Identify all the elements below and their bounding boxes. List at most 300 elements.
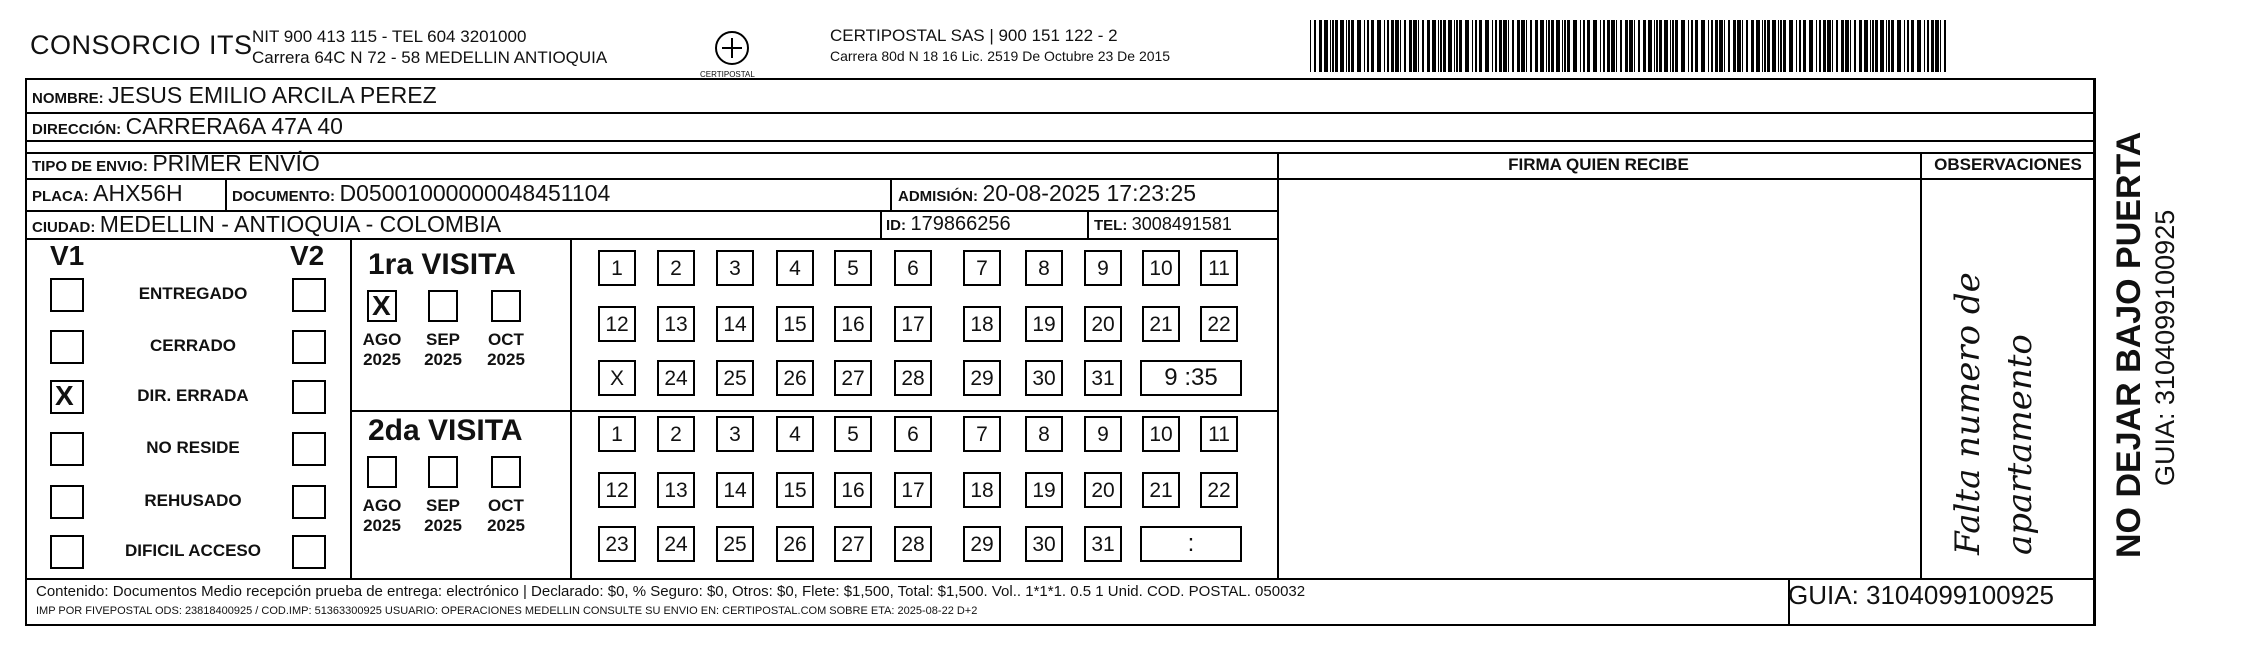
barcode-bar bbox=[1512, 20, 1514, 72]
footer-imp-line: IMP POR FIVEPOSTAL ODS: 23818400925 / COD.IMP: 51363300925 USUARIO: OPERACIONES MEDELLIN CONSULTE SU ENVIO EN: CERTIPOSTAL.COM SOBRE ETA: 2025-08-22 D+2 bbox=[36, 605, 978, 617]
barcode-bar bbox=[1603, 20, 1605, 72]
barcode-bar bbox=[1746, 20, 1748, 72]
month-year: 2025 bbox=[363, 350, 401, 369]
address-line: Carrera 64C N 72 - 58 MEDELLIN ANTIOQUIA bbox=[252, 48, 608, 67]
placa-value: AHX56H bbox=[93, 180, 183, 206]
option-label: REHUSADO bbox=[144, 491, 242, 510]
ciudad-field bbox=[32, 211, 501, 238]
barcode-bar bbox=[1521, 20, 1525, 72]
barcode-bar bbox=[1911, 20, 1914, 72]
visit1-day-box[interactable]: 2 bbox=[657, 250, 695, 286]
barcode-bar bbox=[1340, 20, 1344, 72]
barcode-bar bbox=[1319, 20, 1322, 72]
barcode-bar bbox=[1803, 20, 1806, 72]
barcode-bar bbox=[1422, 20, 1424, 72]
barcode-bar bbox=[1670, 20, 1671, 72]
barcode-bar bbox=[1789, 20, 1793, 72]
option-label: DIR. ERRADA bbox=[137, 386, 249, 405]
visit1-day-box[interactable]: 27 bbox=[834, 360, 872, 396]
barcode-bar bbox=[1691, 20, 1693, 72]
barcode-bar bbox=[1479, 20, 1482, 72]
barcode-bar bbox=[1940, 20, 1941, 72]
visit2-title: 2da VISITA bbox=[368, 414, 523, 447]
option-label: NO RESIDE bbox=[146, 438, 240, 457]
nit-line: NIT 900 413 115 - TEL 604 3201000 bbox=[252, 27, 527, 46]
ciudad-label: CIUDAD: bbox=[32, 219, 96, 236]
visit1-day-box[interactable]: X bbox=[598, 360, 636, 396]
month-mark: X bbox=[372, 290, 391, 321]
barcode-bar bbox=[1675, 20, 1678, 72]
visit1-month-label bbox=[481, 330, 531, 370]
month-name: AGO bbox=[362, 330, 402, 349]
barcode-bar bbox=[1783, 20, 1786, 72]
visit1-day-box[interactable]: 1 bbox=[598, 250, 636, 286]
visit1-day-box[interactable]: 3 bbox=[716, 250, 754, 286]
barcode-bar bbox=[1324, 20, 1328, 72]
barcode-bar bbox=[1728, 20, 1730, 72]
barcode-bar bbox=[1688, 20, 1689, 72]
visit2-day-box[interactable]: 10 bbox=[1142, 416, 1180, 452]
firma-header: FIRMA QUIEN RECIBE bbox=[1508, 155, 1689, 174]
visit1-day-box[interactable]: 14 bbox=[716, 306, 754, 342]
visit1-title: 1ra VISITA bbox=[368, 248, 516, 281]
barcode-bar bbox=[1751, 20, 1754, 72]
barcode-bar bbox=[1346, 20, 1347, 72]
visit1-day-box[interactable]: 25 bbox=[716, 360, 754, 396]
visit1-day-box[interactable]: 19 bbox=[1025, 306, 1063, 342]
visit2-day-box[interactable]: 21 bbox=[1142, 472, 1180, 508]
barcode-bar bbox=[1593, 20, 1597, 72]
visit2-month-label bbox=[481, 496, 531, 536]
barcode-bar bbox=[1634, 20, 1635, 72]
barcode-bar bbox=[1413, 20, 1417, 72]
placa-label: PLACA: bbox=[32, 188, 89, 205]
barcode-bar bbox=[1556, 20, 1560, 72]
v1-checkbox[interactable] bbox=[50, 535, 84, 569]
v1-mark: X bbox=[55, 380, 74, 411]
month-name: OCT bbox=[488, 330, 524, 349]
direccion-value: CARRERA6A 47A 40 bbox=[125, 113, 343, 139]
v1-checkbox[interactable] bbox=[50, 432, 84, 466]
barcode-bar bbox=[1756, 20, 1760, 72]
barcode-bar bbox=[1778, 20, 1779, 72]
observaciones-header: OBSERVACIONES bbox=[1934, 155, 2082, 174]
nombre-row bbox=[32, 82, 437, 109]
barcode-bar bbox=[1567, 20, 1570, 72]
visit2-day-box[interactable]: 5 bbox=[834, 416, 872, 452]
certipostal-logo bbox=[712, 28, 752, 68]
barcode-bar bbox=[1841, 20, 1844, 72]
barcode-bar bbox=[1364, 20, 1365, 72]
v2-checkbox[interactable] bbox=[292, 535, 326, 569]
barcode-bar bbox=[1548, 20, 1550, 72]
barcode-bar bbox=[1935, 20, 1939, 72]
barcode-bar bbox=[1535, 20, 1538, 72]
id-value: 179866256 bbox=[910, 213, 1011, 235]
barcode-bar bbox=[1377, 20, 1381, 72]
barcode-bar bbox=[1540, 20, 1544, 72]
visit2-day-box[interactable]: 28 bbox=[894, 526, 932, 562]
visit1-time-box[interactable]: 9 :35 bbox=[1140, 360, 1242, 396]
barcode-bar bbox=[1875, 20, 1878, 72]
logo-text: CERTIPOSTAL bbox=[700, 70, 755, 79]
visit2-day-box[interactable]: 3 bbox=[716, 416, 754, 452]
admision-field bbox=[898, 180, 1196, 207]
visit2-day-box[interactable]: 14 bbox=[716, 472, 754, 508]
barcode-bar bbox=[1864, 20, 1868, 72]
visit1-day-box[interactable]: 11 bbox=[1200, 250, 1238, 286]
barcode-bar bbox=[1432, 20, 1436, 72]
documento-label: DOCUMENTO: bbox=[232, 188, 336, 205]
barcode-bar bbox=[1711, 20, 1713, 72]
v1-checkbox[interactable] bbox=[50, 330, 84, 364]
month-year: 2025 bbox=[424, 516, 462, 535]
barcode-bar bbox=[1854, 20, 1856, 72]
barcode-bar bbox=[1832, 20, 1833, 72]
tipo-label: TIPO DE ENVIO: bbox=[32, 158, 148, 175]
barcode-bar bbox=[1573, 20, 1577, 72]
v2-checkbox[interactable] bbox=[292, 485, 326, 519]
visit2-month-checkbox[interactable] bbox=[428, 456, 458, 488]
visit2-day-box[interactable]: 12 bbox=[598, 472, 636, 508]
month-year: 2025 bbox=[487, 350, 525, 369]
visit1-day-box[interactable]: 21 bbox=[1142, 306, 1180, 342]
month-year: 2025 bbox=[424, 350, 462, 369]
v1-checkbox[interactable] bbox=[50, 485, 84, 519]
footer-content-line: Contenido: Documentos Medio recepción prueba de entrega: electrónico | Declarado: $0, % Seguro: $0, Otros: $0, Flete: $1,500, Total: $1,500. Vol.. 1*1*1. 0.5 1 Unid. COD. POSTAL. 050032 bbox=[36, 583, 1306, 600]
barcode-bar bbox=[1659, 20, 1662, 72]
barcode-bar bbox=[1580, 20, 1581, 72]
barcode-bar bbox=[1664, 20, 1668, 72]
barcode-bar bbox=[1351, 20, 1354, 72]
visit1-day-box[interactable]: 8 bbox=[1025, 250, 1063, 286]
barcode-bar bbox=[1371, 20, 1374, 72]
visit1-day-box[interactable]: 31 bbox=[1084, 360, 1122, 396]
barcode-bar bbox=[1492, 20, 1493, 72]
barcode-bar bbox=[1799, 20, 1801, 72]
barcode-bar bbox=[1440, 20, 1442, 72]
visit1-day-box[interactable]: 6 bbox=[894, 250, 932, 286]
barcode-bar bbox=[1427, 20, 1430, 72]
id-label: ID: bbox=[886, 217, 906, 234]
visit2-day-box[interactable]: 31 bbox=[1084, 526, 1122, 562]
barcode-bar bbox=[1607, 20, 1610, 72]
visit1-day-box[interactable]: 18 bbox=[963, 306, 1001, 342]
option-label: CERRADO bbox=[150, 336, 236, 355]
month-name: AGO bbox=[362, 496, 402, 515]
visit1-day-box[interactable]: 30 bbox=[1025, 360, 1063, 396]
visit2-day-box[interactable]: 2 bbox=[657, 416, 695, 452]
barcode-bar bbox=[1335, 20, 1338, 72]
visit1-day-box[interactable]: 15 bbox=[776, 306, 814, 342]
visit2-day-box[interactable]: 24 bbox=[657, 526, 695, 562]
visit2-day-box[interactable]: 30 bbox=[1025, 526, 1063, 562]
observacion-line-1: Falta numero de bbox=[1948, 272, 1988, 555]
tel-value: 3008491581 bbox=[1131, 214, 1232, 234]
visit1-day-box[interactable]: 12 bbox=[598, 306, 636, 342]
barcode-bar bbox=[1780, 20, 1782, 72]
barcode-bar bbox=[1701, 20, 1705, 72]
visit2-day-box[interactable]: 11 bbox=[1200, 416, 1238, 452]
barcode-bar bbox=[1418, 20, 1419, 72]
barcode-bar bbox=[1391, 20, 1394, 72]
barcode-bar bbox=[1465, 20, 1469, 72]
barcode-bar bbox=[1616, 20, 1617, 72]
visit1-day-box[interactable]: 24 bbox=[657, 360, 695, 396]
barcode-bar bbox=[1409, 20, 1412, 72]
barcode-bar bbox=[1809, 20, 1813, 72]
barcode-bar bbox=[1620, 20, 1622, 72]
barcode-bar bbox=[1508, 20, 1509, 72]
barcode-bar bbox=[1475, 20, 1477, 72]
barcode-bar bbox=[1629, 20, 1633, 72]
option-label: DIFICIL ACCESO bbox=[124, 541, 261, 560]
visit2-day-box[interactable]: 22 bbox=[1200, 472, 1238, 508]
month-name: OCT bbox=[488, 496, 524, 515]
tel-field bbox=[1094, 214, 1232, 235]
barcode-bar bbox=[1456, 20, 1458, 72]
tipo-row bbox=[32, 150, 320, 177]
visit1-day-box[interactable]: 10 bbox=[1142, 250, 1180, 286]
observacion-line-2: apartamento bbox=[2000, 334, 2040, 555]
barcode-bar bbox=[1454, 20, 1455, 72]
visit2-month-label bbox=[357, 496, 407, 536]
visit2-month-label bbox=[418, 496, 468, 536]
visit1-month-checkbox[interactable] bbox=[491, 290, 521, 322]
no-dejar-warning: NO DEJAR BAJO PUERTA bbox=[2110, 131, 2148, 558]
visit1-month-label bbox=[418, 330, 468, 370]
barcode-bar bbox=[1583, 20, 1585, 72]
barcode-bar bbox=[1917, 20, 1921, 72]
barcode-bar bbox=[1395, 20, 1399, 72]
tel-label: TEL: bbox=[1094, 217, 1128, 234]
barcode-bar bbox=[1708, 20, 1709, 72]
admision-value: 20-08-2025 17:23:25 bbox=[982, 180, 1197, 206]
direccion-row bbox=[32, 113, 343, 140]
barcode-bar bbox=[1600, 20, 1601, 72]
v1-checkbox[interactable] bbox=[50, 380, 84, 414]
barcode-bar bbox=[1870, 20, 1871, 72]
v2-checkbox[interactable] bbox=[292, 432, 326, 466]
barcode-bar bbox=[1695, 20, 1698, 72]
visit1-month-checkbox[interactable] bbox=[367, 290, 397, 322]
visit2-day-box[interactable]: 17 bbox=[894, 472, 932, 508]
visit1-day-box[interactable]: 13 bbox=[657, 306, 695, 342]
visit1-day-box[interactable]: 16 bbox=[834, 306, 872, 342]
barcode-bar bbox=[1495, 20, 1497, 72]
visit1-day-box[interactable]: 26 bbox=[776, 360, 814, 396]
barcode-bar bbox=[1648, 20, 1652, 72]
visit2-day-box[interactable]: 15 bbox=[776, 472, 814, 508]
barcode-bar bbox=[1310, 20, 1311, 72]
barcode-bar bbox=[1443, 20, 1446, 72]
barcode-bar bbox=[1438, 20, 1439, 72]
barcode-bar bbox=[1764, 20, 1766, 72]
barcode-bar bbox=[1625, 20, 1628, 72]
visit2-day-box[interactable]: 26 bbox=[776, 526, 814, 562]
barcode-bar bbox=[1448, 20, 1452, 72]
visit1-day-box[interactable]: 20 bbox=[1084, 306, 1122, 342]
visit1-month-label bbox=[357, 330, 407, 370]
v2-header: V2 bbox=[290, 240, 325, 271]
barcode-bar bbox=[1907, 20, 1909, 72]
barcode-bar bbox=[1827, 20, 1831, 72]
barcode-bar bbox=[1888, 20, 1890, 72]
barcode-bar bbox=[1638, 20, 1640, 72]
id-field bbox=[886, 213, 1011, 236]
visit1-day-box[interactable]: 28 bbox=[894, 360, 932, 396]
barcode-bar bbox=[1859, 20, 1862, 72]
visit2-day-box[interactable]: 13 bbox=[657, 472, 695, 508]
visit1-day-box[interactable]: 9 bbox=[1084, 250, 1122, 286]
barcode-bar bbox=[1719, 20, 1723, 72]
barcode-bar bbox=[1886, 20, 1887, 72]
visit2-month-checkbox[interactable] bbox=[491, 456, 521, 488]
post-info bbox=[830, 26, 1170, 66]
footer-guia: GUIA: 3104099100925 bbox=[1788, 580, 2054, 610]
barcode-bar bbox=[1816, 20, 1817, 72]
post-company: CERTIPOSTAL SAS | 900 151 122 - 2 bbox=[830, 26, 1118, 45]
visit2-day-box[interactable]: 19 bbox=[1025, 472, 1063, 508]
barcode-bar bbox=[1880, 20, 1884, 72]
barcode-bar bbox=[1499, 20, 1502, 72]
nombre-value: JESUS EMILIO ARCILA PEREZ bbox=[108, 82, 437, 108]
direccion-label: DIRECCIÓN: bbox=[32, 121, 122, 138]
barcode-bar bbox=[1348, 20, 1350, 72]
visit2-month-checkbox[interactable] bbox=[367, 456, 397, 488]
visit2-time-box[interactable]: : bbox=[1140, 526, 1242, 562]
barcode-bar bbox=[1850, 20, 1851, 72]
visit1-day-box[interactable]: 22 bbox=[1200, 306, 1238, 342]
visit1-day-box[interactable]: 7 bbox=[963, 250, 1001, 286]
barcode-bar bbox=[1845, 20, 1849, 72]
month-name: SEP bbox=[425, 496, 461, 515]
barcode-bar bbox=[1643, 20, 1646, 72]
barcode-bar bbox=[1400, 20, 1401, 72]
barcode-bar bbox=[1724, 20, 1725, 72]
barcode-bar bbox=[1314, 20, 1316, 72]
v1-header: V1 bbox=[50, 240, 85, 271]
barcode-bar bbox=[1715, 20, 1718, 72]
barcode-bar bbox=[1931, 20, 1934, 72]
barcode-bar bbox=[1587, 20, 1590, 72]
visit2-day-box[interactable]: 6 bbox=[894, 416, 932, 452]
barcode-bar bbox=[1562, 20, 1563, 72]
barcode-bar bbox=[1872, 20, 1874, 72]
placa-field bbox=[32, 180, 183, 207]
barcode bbox=[1310, 20, 1950, 72]
v2-checkbox[interactable] bbox=[292, 278, 326, 312]
barcode-bar bbox=[1836, 20, 1838, 72]
barcode-bar bbox=[1672, 20, 1674, 72]
barcode-bar bbox=[1503, 20, 1507, 72]
visit2-day-box[interactable]: 20 bbox=[1084, 472, 1122, 508]
barcode-bar bbox=[1927, 20, 1929, 72]
v1-checkbox[interactable] bbox=[50, 278, 84, 312]
visit2-day-box[interactable]: 1 bbox=[598, 416, 636, 452]
v2-checkbox[interactable] bbox=[292, 380, 326, 414]
visit2-day-box[interactable]: 23 bbox=[598, 526, 636, 562]
visit1-month-checkbox[interactable] bbox=[428, 290, 458, 322]
barcode-bar bbox=[1681, 20, 1685, 72]
visit2-day-box[interactable]: 18 bbox=[963, 472, 1001, 508]
barcode-bar bbox=[1823, 20, 1826, 72]
barcode-bar bbox=[1656, 20, 1658, 72]
barcode-bar bbox=[1357, 20, 1361, 72]
barcode-bar bbox=[1924, 20, 1925, 72]
visit1-day-box[interactable]: 17 bbox=[894, 306, 932, 342]
visit2-day-box[interactable]: 9 bbox=[1084, 416, 1122, 452]
barcode-bar bbox=[1485, 20, 1489, 72]
barcode-bar bbox=[1564, 20, 1566, 72]
barcode-bar bbox=[1526, 20, 1527, 72]
visit1-day-box[interactable]: 29 bbox=[963, 360, 1001, 396]
barcode-bar bbox=[1897, 20, 1901, 72]
company-name: CONSORCIO ITS bbox=[30, 30, 253, 60]
barcode-bar bbox=[1654, 20, 1655, 72]
admision-label: ADMISIÓN: bbox=[898, 188, 978, 205]
barcode-bar bbox=[1384, 20, 1385, 72]
barcode-bar bbox=[1772, 20, 1776, 72]
barcode-bar bbox=[1891, 20, 1894, 72]
barcode-bar bbox=[1330, 20, 1331, 72]
barcode-bar bbox=[1737, 20, 1741, 72]
visit2-day-box[interactable]: 7 bbox=[963, 416, 1001, 452]
barcode-bar bbox=[1387, 20, 1389, 72]
barcode-bar bbox=[1472, 20, 1473, 72]
visit2-day-box[interactable]: 27 bbox=[834, 526, 872, 562]
barcode-bar bbox=[1944, 20, 1946, 72]
nombre-label: NOMBRE: bbox=[32, 90, 104, 107]
barcode-bar bbox=[1611, 20, 1615, 72]
barcode-bar bbox=[1733, 20, 1736, 72]
visit2-day-box[interactable]: 25 bbox=[716, 526, 754, 562]
barcode-bar bbox=[1796, 20, 1797, 72]
visit2-day-box[interactable]: 29 bbox=[963, 526, 1001, 562]
v2-checkbox[interactable] bbox=[292, 330, 326, 364]
month-year: 2025 bbox=[487, 516, 525, 535]
tipo-value: PRIMER ENVÍO bbox=[152, 150, 320, 176]
visit2-day-box[interactable]: 4 bbox=[776, 416, 814, 452]
barcode-bar bbox=[1762, 20, 1763, 72]
barcode-bar bbox=[1767, 20, 1770, 72]
visit1-day-box[interactable]: 5 bbox=[834, 250, 872, 286]
post-address: Carrera 80d N 18 16 Lic. 2519 De Octubre 23 De 2015 bbox=[830, 48, 1171, 64]
barcode-bar bbox=[1742, 20, 1743, 72]
option-label: ENTREGADO bbox=[138, 284, 248, 303]
company-info bbox=[252, 26, 607, 68]
visit1-day-box[interactable]: 4 bbox=[776, 250, 814, 286]
barcode-bar bbox=[1530, 20, 1532, 72]
ciudad-value: MEDELLIN - ANTIOQUIA - COLOMBIA bbox=[99, 211, 502, 237]
barcode-bar bbox=[1551, 20, 1554, 72]
barcode-bar bbox=[1404, 20, 1406, 72]
barcode-bar bbox=[1546, 20, 1547, 72]
visit2-day-box[interactable]: 16 bbox=[834, 472, 872, 508]
barcode-bar bbox=[1517, 20, 1520, 72]
barcode-bar bbox=[1332, 20, 1334, 72]
documento-value: D05001000000048451104 bbox=[339, 180, 611, 206]
side-guia: GUIA: 3104099100925 bbox=[2150, 209, 2180, 486]
barcode-bar bbox=[1904, 20, 1905, 72]
month-name: SEP bbox=[425, 330, 461, 349]
visit2-day-box[interactable]: 8 bbox=[1025, 416, 1063, 452]
barcode-bar bbox=[1459, 20, 1462, 72]
documento-field bbox=[232, 180, 610, 207]
barcode-bar bbox=[1819, 20, 1821, 72]
barcode-bar bbox=[1367, 20, 1369, 72]
month-year: 2025 bbox=[363, 516, 401, 535]
